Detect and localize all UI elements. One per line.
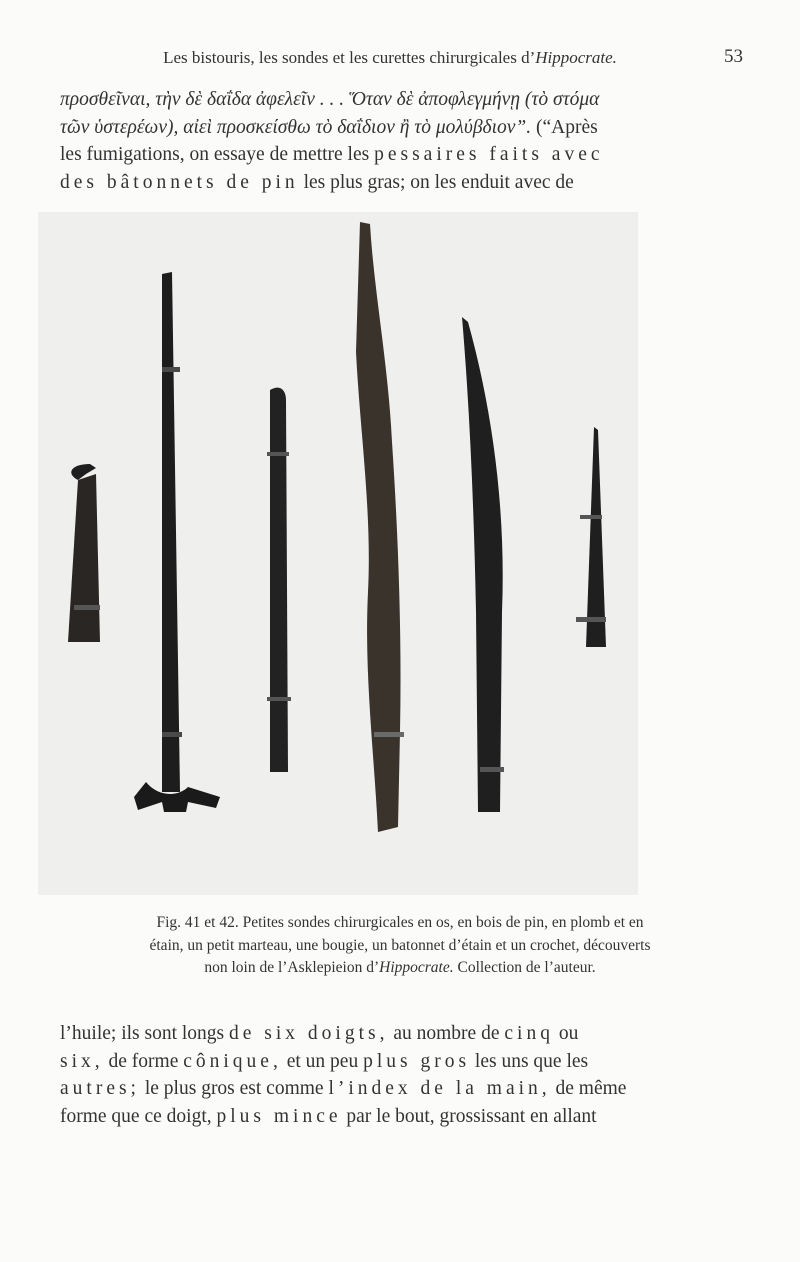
bottom-line-4: forme que ce doigt, plus mince par le bout, grossissant en allant <box>60 1105 597 1127</box>
figure-caption <box>60 912 740 980</box>
tapered-rod-instrument <box>462 317 504 812</box>
greek-line-1: προσθεῖναι, τὴν δὲ δαΐδα ἀφελεῖν . . . Ὅταν δὲ ἀποφλεγμήνῃ (τὸ στόμα <box>60 89 600 110</box>
caption-line-2: étain, un petit marteau, une bougie, un batonnet d’étain et un crochet, découverts <box>149 936 651 954</box>
running-title: Les bistouris, les sondes et les curettes chirurgicales d’ <box>163 48 536 67</box>
text-line-3: les fumigations, on essaye de mettre les pessaires faits avec <box>60 144 604 165</box>
bottom-line-3: autres; le plus gros est comme l’index de la main, de même <box>60 1078 627 1099</box>
page-number: 53 <box>724 46 743 67</box>
instruments-illustration <box>38 212 638 895</box>
text-line-4: des bâtonnets de pin les plus gras; on les enduit avec de <box>60 171 574 193</box>
small-hook-instrument <box>68 464 100 642</box>
top-paragraph <box>60 86 742 196</box>
small-cone-instrument <box>576 427 606 647</box>
greek-line-2: τῶν ὑστερέων), αἰεὶ προσκείσθω τὸ δαΐδιον ἢ τὸ μολύβδιον”. (“Après <box>60 116 598 138</box>
caption-line-1: Fig. 41 et 42. Petites sondes chirurgicales en os, en bois de pin, en plomb et en <box>156 914 644 931</box>
wood-rod-instrument <box>267 388 291 772</box>
bottom-paragraph <box>60 1020 742 1130</box>
long-stick-instrument <box>356 222 404 832</box>
caption-line-3: non loin de l’Asklepieion d’Hippocrate. Collection de l’auteur. <box>204 959 596 976</box>
running-header <box>60 48 720 68</box>
running-title-italic: Hippocrate. <box>535 48 617 67</box>
figure-instruments-photo <box>38 212 638 895</box>
hammer-probe-instrument <box>134 272 220 812</box>
bottom-line-1: l’huile; ils sont longs de six doigts, au nombre de cinq ou <box>60 1023 579 1044</box>
bottom-line-2: six, de forme cônique, et un peu plus gros les uns que les <box>60 1050 589 1072</box>
